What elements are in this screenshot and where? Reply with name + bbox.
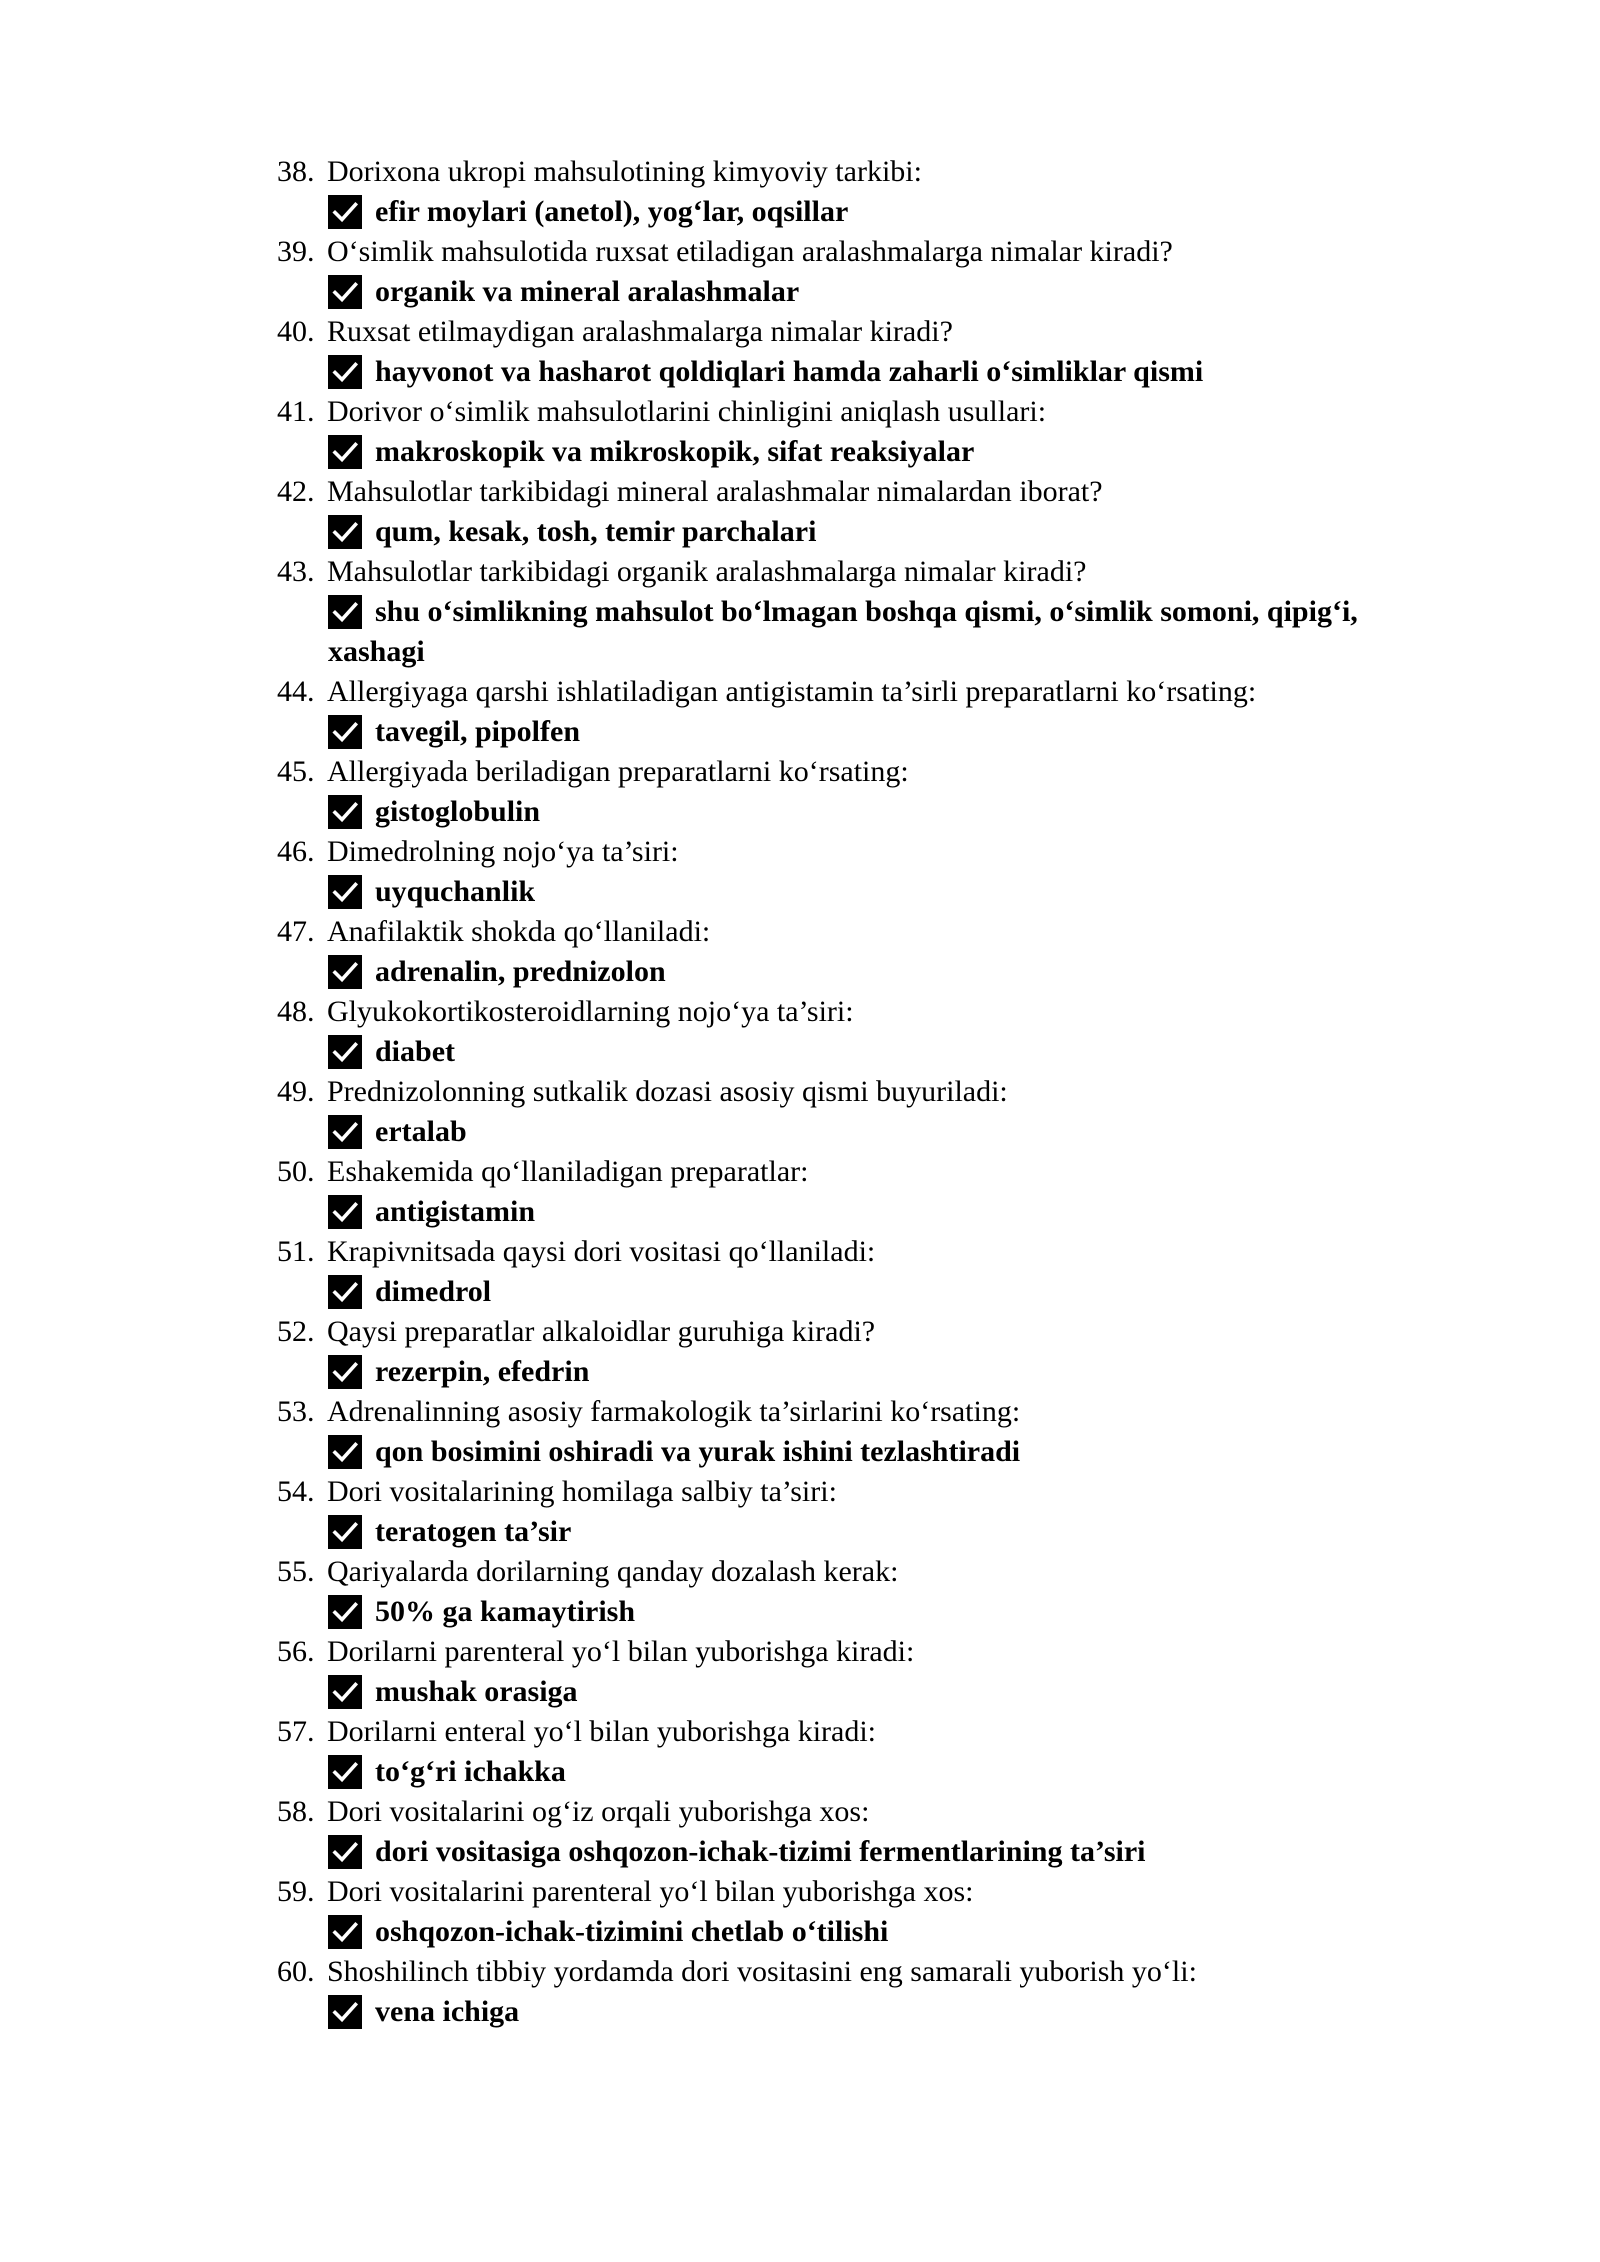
question-line bbox=[277, 552, 1457, 592]
question-item bbox=[277, 312, 1457, 392]
question-line bbox=[277, 232, 1457, 272]
checkbox-checked-icon bbox=[328, 595, 362, 629]
question-item bbox=[277, 1632, 1457, 1712]
question-item bbox=[277, 1392, 1457, 1472]
answer-line bbox=[277, 872, 1457, 912]
question-text: Allergiyaga qarshi ishlatiladigan antigistamin ta’sirli preparatlarni ko‘rsating: bbox=[327, 675, 1257, 708]
question-item bbox=[277, 1472, 1457, 1552]
question-text: Allergiyada beriladigan preparatlarni ko‘rsating: bbox=[327, 755, 909, 788]
answer-text: efir moylari (anetol), yog‘lar, oqsillar bbox=[375, 195, 849, 228]
answer-text: shu o‘simlikning mahsulot bo‘lmagan boshqa qismi, o‘simlik somoni, qipig‘i, xashagi bbox=[328, 595, 1358, 668]
question-text: Dorilarni enteral yo‘l bilan yuborishga kiradi: bbox=[327, 1715, 877, 1748]
question-line bbox=[277, 992, 1457, 1032]
question-item bbox=[277, 1952, 1457, 2032]
question-line bbox=[277, 912, 1457, 952]
question-item bbox=[277, 1552, 1457, 1632]
question-line bbox=[277, 1392, 1457, 1432]
checkbox-checked-icon bbox=[328, 1755, 362, 1789]
question-text: Dimedrolning nojo‘ya ta’siri: bbox=[327, 835, 679, 868]
question-text: Glyukokortikosteroidlarning nojo‘ya ta’siri: bbox=[327, 995, 854, 1028]
question-text: Dori vositalarini parenteral yo‘l bilan yuborishga xos: bbox=[327, 1875, 974, 1908]
checkbox-checked-icon bbox=[328, 1035, 362, 1069]
answer-text: makroskopik va mikroskopik, sifat reaksiyalar bbox=[375, 435, 975, 468]
question-number: 40. bbox=[277, 315, 315, 348]
question-text: Dorixona ukropi mahsulotining kimyoviy tarkibi: bbox=[327, 155, 922, 188]
question-text: Prednizolonning sutkalik dozasi asosiy qismi buyuriladi: bbox=[327, 1075, 1008, 1108]
answer-text: organik va mineral aralashmalar bbox=[375, 275, 800, 308]
answer-line bbox=[277, 272, 1457, 312]
answer-text: oshqozon-ichak-tizimini chetlab o‘tilishi bbox=[375, 1915, 889, 1948]
answer-line bbox=[277, 952, 1457, 992]
question-text: Dori vositalarining homilaga salbiy ta’siri: bbox=[327, 1475, 837, 1508]
question-item bbox=[277, 1152, 1457, 1232]
question-number: 48. bbox=[277, 995, 315, 1028]
answer-text: rezerpin, efedrin bbox=[375, 1355, 590, 1388]
answer-text: tavegil, pipolfen bbox=[375, 715, 581, 748]
answer-text: to‘g‘ri ichakka bbox=[375, 1755, 566, 1788]
answer-text: ertalab bbox=[375, 1115, 467, 1148]
question-number: 38. bbox=[277, 155, 315, 188]
answer-text: adrenalin, prednizolon bbox=[375, 955, 666, 988]
question-line bbox=[277, 1552, 1457, 1592]
answer-line bbox=[277, 1592, 1457, 1632]
question-item bbox=[277, 472, 1457, 552]
answer-text: vena ichiga bbox=[375, 1995, 520, 2028]
checkbox-checked-icon bbox=[328, 515, 362, 549]
question-number: 47. bbox=[277, 915, 315, 948]
question-line bbox=[277, 1872, 1457, 1912]
question-line bbox=[277, 1312, 1457, 1352]
question-line bbox=[277, 392, 1457, 432]
question-text: Dorilarni parenteral yo‘l bilan yuborishga kiradi: bbox=[327, 1635, 915, 1668]
checkbox-checked-icon bbox=[328, 1115, 362, 1149]
answer-text: mushak orasiga bbox=[375, 1675, 578, 1708]
question-text: Ruxsat etilmaydigan aralashmalarga nimalar kiradi? bbox=[327, 315, 953, 348]
question-number: 59. bbox=[277, 1875, 315, 1908]
question-number: 44. bbox=[277, 675, 315, 708]
checkbox-checked-icon bbox=[328, 195, 362, 229]
answer-text: uyquchanlik bbox=[375, 875, 536, 908]
answer-text: hayvonot va hasharot qoldiqlari hamda zaharli o‘simliklar qismi bbox=[375, 355, 1204, 388]
answer-text: gistoglobulin bbox=[375, 795, 541, 828]
question-text: Adrenalinning asosiy farmakologik ta’sirlarini ko‘rsating: bbox=[327, 1395, 1021, 1428]
checkbox-checked-icon bbox=[328, 275, 362, 309]
answer-line bbox=[277, 1352, 1457, 1392]
question-item bbox=[277, 1232, 1457, 1312]
question-line bbox=[277, 1152, 1457, 1192]
question-item bbox=[277, 992, 1457, 1072]
answer-line bbox=[277, 1912, 1457, 1952]
question-number: 39. bbox=[277, 235, 315, 268]
question-item bbox=[277, 912, 1457, 992]
question-item bbox=[277, 752, 1457, 832]
question-number: 49. bbox=[277, 1075, 315, 1108]
answer-line bbox=[277, 1752, 1457, 1792]
checkbox-checked-icon bbox=[328, 1275, 362, 1309]
answer-text: dori vositasiga oshqozon-ichak-tizimi fermentlarining ta’siri bbox=[375, 1835, 1146, 1868]
question-number: 50. bbox=[277, 1155, 315, 1188]
question-line bbox=[277, 1472, 1457, 1512]
checkbox-checked-icon bbox=[328, 355, 362, 389]
question-item bbox=[277, 1072, 1457, 1152]
question-number: 52. bbox=[277, 1315, 315, 1348]
answer-line bbox=[277, 432, 1457, 472]
question-line bbox=[277, 312, 1457, 352]
question-text: Qaysi preparatlar alkaloidlar guruhiga kiradi? bbox=[327, 1315, 876, 1348]
question-number: 41. bbox=[277, 395, 315, 428]
checkbox-checked-icon bbox=[328, 875, 362, 909]
question-item bbox=[277, 152, 1457, 232]
answer-text: 50% ga kamaytirish bbox=[375, 1595, 636, 1628]
question-text: O‘simlik mahsulotida ruxsat etiladigan aralashmalarga nimalar kiradi? bbox=[327, 235, 1173, 268]
checkbox-checked-icon bbox=[328, 1435, 362, 1469]
answer-text: antigistamin bbox=[375, 1195, 536, 1228]
answer-line bbox=[277, 792, 1457, 832]
question-line bbox=[277, 472, 1457, 512]
question-text: Mahsulotlar tarkibidagi organik aralashmalarga nimalar kiradi? bbox=[327, 555, 1087, 588]
question-text: Eshakemida qo‘llaniladigan preparatlar: bbox=[327, 1155, 809, 1188]
question-list bbox=[277, 152, 1457, 2032]
question-text: Dori vositalarini og‘iz orqali yuborishga xos: bbox=[327, 1795, 870, 1828]
question-item bbox=[277, 392, 1457, 472]
question-item bbox=[277, 232, 1457, 312]
answer-line bbox=[277, 1992, 1457, 2032]
question-line bbox=[277, 1792, 1457, 1832]
question-line bbox=[277, 1712, 1457, 1752]
checkbox-checked-icon bbox=[328, 1515, 362, 1549]
question-text: Qariyalarda dorilarning qanday dozalash kerak: bbox=[327, 1555, 899, 1588]
checkbox-checked-icon bbox=[328, 1675, 362, 1709]
answer-line bbox=[277, 352, 1457, 392]
question-item bbox=[277, 552, 1457, 672]
question-text: Anafilaktik shokda qo‘llaniladi: bbox=[327, 915, 711, 948]
question-number: 46. bbox=[277, 835, 315, 868]
answer-line bbox=[277, 592, 1457, 672]
question-number: 53. bbox=[277, 1395, 315, 1428]
question-line bbox=[277, 672, 1457, 712]
question-line bbox=[277, 1632, 1457, 1672]
answer-line bbox=[277, 712, 1457, 752]
question-item bbox=[277, 1872, 1457, 1952]
question-item bbox=[277, 1712, 1457, 1792]
question-line bbox=[277, 152, 1457, 192]
answer-text: dimedrol bbox=[375, 1275, 492, 1308]
answer-text: teratogen ta’sir bbox=[375, 1515, 572, 1548]
question-text: Krapivnitsada qaysi dori vositasi qo‘llaniladi: bbox=[327, 1235, 876, 1268]
checkbox-checked-icon bbox=[328, 1835, 362, 1869]
question-number: 56. bbox=[277, 1635, 315, 1668]
answer-line bbox=[277, 1512, 1457, 1552]
answer-text: qum, kesak, tosh, temir parchalari bbox=[375, 515, 817, 548]
question-item bbox=[277, 672, 1457, 752]
checkbox-checked-icon bbox=[328, 435, 362, 469]
question-number: 51. bbox=[277, 1235, 315, 1268]
answer-line bbox=[277, 1272, 1457, 1312]
answer-line bbox=[277, 512, 1457, 552]
question-number: 60. bbox=[277, 1955, 315, 1988]
question-item bbox=[277, 832, 1457, 912]
question-number: 42. bbox=[277, 475, 315, 508]
checkbox-checked-icon bbox=[328, 1595, 362, 1629]
question-line bbox=[277, 832, 1457, 872]
question-number: 54. bbox=[277, 1475, 315, 1508]
checkbox-checked-icon bbox=[328, 1355, 362, 1389]
answer-line bbox=[277, 192, 1457, 232]
answer-text: diabet bbox=[375, 1035, 456, 1068]
question-text: Shoshilinch tibbiy yordamda dori vositasini eng samarali yuborish yo‘li: bbox=[327, 1955, 1197, 1988]
checkbox-checked-icon bbox=[328, 1915, 362, 1949]
question-text: Dorivor o‘simlik mahsulotlarini chinligini aniqlash usullari: bbox=[327, 395, 1047, 428]
question-number: 55. bbox=[277, 1555, 315, 1588]
checkbox-checked-icon bbox=[328, 715, 362, 749]
checkbox-checked-icon bbox=[328, 1995, 362, 2029]
checkbox-checked-icon bbox=[328, 1195, 362, 1229]
question-item bbox=[277, 1312, 1457, 1392]
question-line bbox=[277, 752, 1457, 792]
question-number: 45. bbox=[277, 755, 315, 788]
question-line bbox=[277, 1232, 1457, 1272]
question-item bbox=[277, 1792, 1457, 1872]
question-text: Mahsulotlar tarkibidagi mineral aralashmalar nimalardan iborat? bbox=[327, 475, 1103, 508]
question-number: 58. bbox=[277, 1795, 315, 1828]
answer-line bbox=[277, 1112, 1457, 1152]
question-line bbox=[277, 1952, 1457, 1992]
answer-text: qon bosimini oshiradi va yurak ishini tezlashtiradi bbox=[375, 1435, 1021, 1468]
question-line bbox=[277, 1072, 1457, 1112]
question-number: 57. bbox=[277, 1715, 315, 1748]
answer-line bbox=[277, 1432, 1457, 1472]
answer-line bbox=[277, 1192, 1457, 1232]
checkbox-checked-icon bbox=[328, 955, 362, 989]
checkbox-checked-icon bbox=[328, 795, 362, 829]
answer-line bbox=[277, 1032, 1457, 1072]
answer-line bbox=[277, 1672, 1457, 1712]
question-number: 43. bbox=[277, 555, 315, 588]
answer-line bbox=[277, 1832, 1457, 1872]
